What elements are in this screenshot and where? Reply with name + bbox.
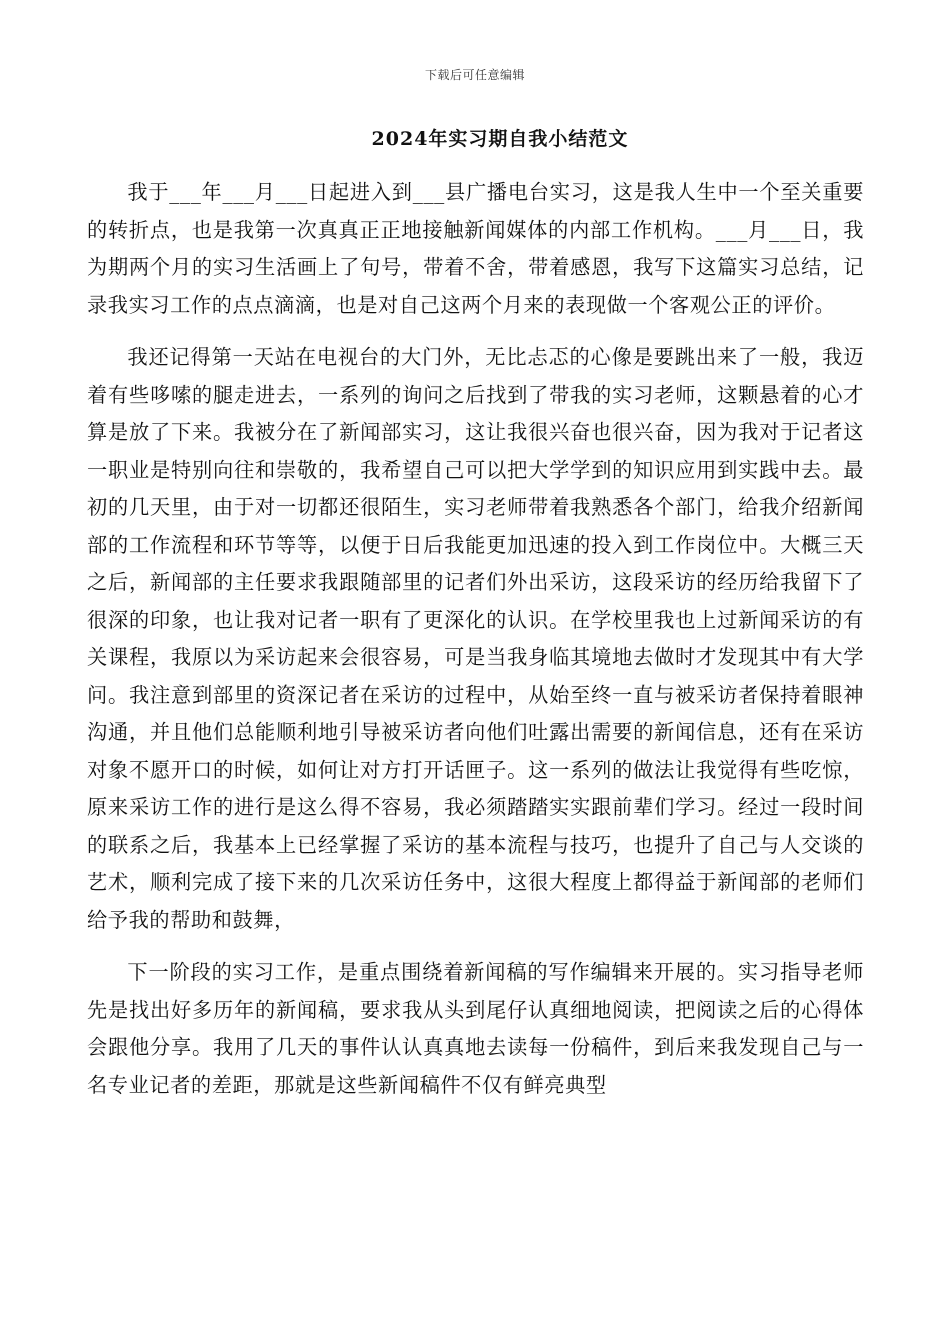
paragraph: 我于___年___月___日起进入到___县广播电台实习，这是我人生中一个至关重要的转折点，也是我第一次真真正正地接触新闻媒体的内部工作机构。___月___日，我为期两个月的实习生活画上了句号，带着不舍，带着感恩，我写下这篇实习总结，记录我实习工作的点点滴滴，也是对自己这两个月来的表现做一个客观公正的评价。 [87, 180, 864, 317]
paragraph: 下一阶段的实习工作，是重点围绕着新闻稿的写作编辑来开展的。实习指导老师先是找出好多历年的新闻稿，要求我从头到尾仔认真细地阅读，把阅读之后的心得体会跟他分享。我用了几天的事件认认真真地去读每一份稿件，到后来我发现自己与一名专业记者的差距，那就是这些新闻稿件不仅有鲜亮典型 [87, 960, 864, 1097]
document-title: 2024年实习期自我小结范文 [371, 128, 629, 150]
document-body [87, 174, 864, 1104]
paragraph: 我还记得第一天站在电视台的大门外，无比忐忑的心像是要跳出来了一般，我迈着有些哆嗦的腿走进去，一系列的询问之后找到了带我的实习老师，这颗悬着的心才算是放了下来。我被分在了新闻部实习，这让我很兴奋也很兴奋，因为我对于记者这一职业是特别向往和崇敬的，我希望自己可以把大学学到的知识应用到实践中去。最初的几天里，由于对一切都还很陌生，实习老师带着我熟悉各个部门，给我介绍新闻部的工作流程和环节等等，以便于日后我能更加迅速的投入到工作岗位中。大概三天之后，新闻部的主任要求我跟随部里的记者们外出采访，这段采访的经历给我留下了很深的印象，也让我对记者一职有了更深化的认识。在学校里我也上过新闻采访的有关课程，我原以为采访起来会很容易，可是当我身临其境地去做时才发现其中有大学问。我注意到部里的资深记者在采访的过程中，从始至终一直与被采访者保持着眼神沟通，并且他们总能顺利地引导被采访者向他们吐露出需要的新闻信息，还有在采访对象不愿开口的时候，如何让对方打开话匣子。这一系列的做法让我觉得有些吃惊，原来采访工作的进行是这么得不容易，我必须踏踏实实跟前辈们学习。经过一段时间的联系之后，我基本上已经掌握了采访的基本流程与技巧，也提升了自己与人交谈的艺术，顺利完成了接下来的几次采访任务中，这很大程度上都得益于新闻部的老师们给予我的帮助和鼓舞， [87, 345, 864, 932]
header-note: 下载后可任意编辑 [424, 68, 525, 82]
